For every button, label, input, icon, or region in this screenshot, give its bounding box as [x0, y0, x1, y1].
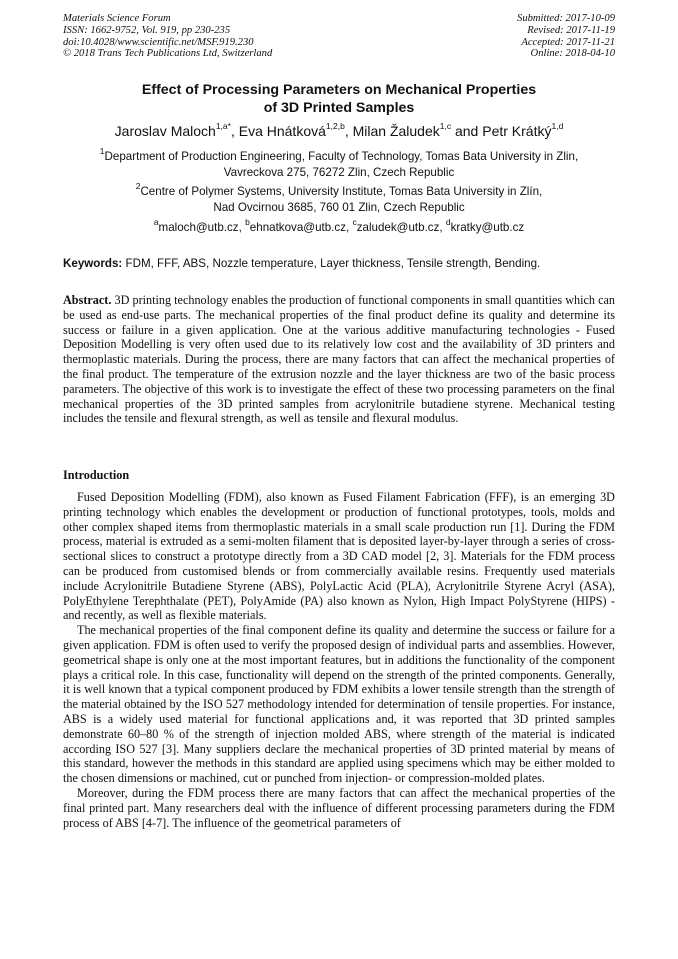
affiliation-mark: 1 — [99, 146, 105, 157]
introduction-body — [63, 490, 615, 830]
email-address[interactable]: ehnatkova@utb.cz — [249, 221, 347, 234]
email-list — [40, 217, 638, 235]
date-online: Online: 2018-04-10 — [530, 48, 615, 60]
paper-title — [40, 81, 638, 117]
author-affiliation-mark: 1,2,b — [325, 121, 345, 132]
affiliation-2 — [40, 181, 638, 215]
author-name: Petr Krátký — [482, 123, 552, 139]
date-submitted: Submitted: 2017-10-09 — [517, 13, 615, 24]
author-name: Eva Hnátková — [238, 123, 326, 139]
email-address[interactable]: zaludek@utb.cz — [356, 221, 440, 234]
keywords-label: Keywords: — [63, 257, 123, 270]
affiliation-mark: 2 — [135, 181, 141, 192]
author-affiliation-mark: 1,a* — [215, 121, 231, 132]
author-separator: and — [451, 123, 483, 139]
email-mark: b — [245, 217, 250, 228]
title-line: of 3D Printed Samples — [263, 100, 415, 116]
abstract — [63, 293, 615, 426]
keywords — [63, 256, 615, 271]
journal-header — [63, 13, 272, 60]
affiliation-address: Vavreckova 275, 76272 Zlin, Czech Republic — [223, 165, 455, 179]
keywords-text: FDM, FFF, ABS, Nozzle temperature, Layer thickness, Tensile strength, Bending. — [122, 257, 541, 270]
author-separator: , — [230, 123, 239, 139]
journal-doi: doi:10.4028/www.scientific.net/MSF.919.230 — [63, 36, 254, 48]
abstract-label: Abstract. — [63, 293, 112, 307]
section-heading-introduction: Introduction — [63, 468, 130, 482]
date-revised: Revised: 2017-11-19 — [527, 24, 615, 36]
journal-issn: ISSN: 1662-9752, Vol. 919, pp 230-235 — [63, 24, 231, 36]
author-affiliation-mark: 1,d — [551, 121, 564, 132]
affiliation-address: Nad Ovcirnou 3685, 760 01 Zlin, Czech Republic — [213, 200, 465, 214]
email-separator: , — [439, 221, 446, 234]
email-mark: a — [153, 217, 159, 228]
affiliation-text: Centre of Polymer Systems, University Institute, Tomas Bata University in Zlín, — [140, 185, 543, 198]
date-accepted: Accepted: 2017-11-21 — [521, 36, 615, 48]
email-address[interactable]: maloch@utb.cz — [158, 221, 239, 234]
email-separator: , — [346, 221, 353, 234]
journal-copyright: © 2018 Trans Tech Publications Ltd, Switzerland — [63, 48, 273, 60]
author-separator: , — [344, 123, 353, 139]
author-name: Jaroslav Maloch — [114, 123, 216, 139]
body-paragraph: Fused Deposition Modelling (FDM), also known as Fused Filament Fabrication (FFF), is an emerging 3D printing technology which enables the development or production of functional prototypes, tools, molds and other complex shaped items from thermoplastic materials in a small scale production run [1]. During the FDM process, material is extruded as a semi-molten filament that is deposited layer-by-layer through a series of cross-sectional slices to construct a prototype directly from a 3D CAD model [2, 3]. Materials for the FDM process can be produced from customised blends or from commercially available resins. Frequently used materials include Acrylonitrile Butadiene Styrene (ABS), PolyLactic Acid (PLA), Acrylonitrile Styrene Acryl (ASA), PolyEthylene Terephthalate (PET), PolyAmide (PA) also known as Nylon, High Impact PolyStyrene (HIPS) - and recently, as well as flexible materials. — [63, 490, 615, 623]
author-name: Milan Žaludek — [352, 123, 440, 139]
email-mark: c — [352, 217, 357, 228]
email-address[interactable]: kratky@utb.cz — [450, 221, 525, 234]
dates-header — [517, 13, 615, 60]
affiliation-line — [40, 181, 638, 200]
author-affiliation-mark: 1,c — [439, 121, 452, 132]
abstract-text: 3D printing technology enables the production of functional components in small quantities which can be used as end-use parts. The mechanical properties of the final product define its quality and determine its success or failure in a given application. One at the various additive manufacturing technologies - Fused Deposition Modelling is very often used due to its relatively low cost and the availability of 3D printers and thermoplastic materials. During the process, there are many factors that can affect the mechanical properties of the final product. The temperature of the extrusion nozzle and the layer thickness are two of the basic process parameters. The objective of this work is to investigate the effect of these two processing parameters on the final mechanical properties of the 3D printed samples from acrylonitrile butadiene styrene. Mechanical testing includes the tensile and flexural strength, as well as tensile and flexural modulus. — [63, 293, 615, 426]
affiliation-line — [40, 146, 638, 165]
affiliation-text: Department of Production Engineering, Faculty of Technology, Tomas Bata University in Zlin, — [104, 150, 579, 163]
email-separator: , — [238, 221, 246, 234]
affiliation-1 — [40, 146, 638, 180]
journal-name: Materials Science Forum — [63, 13, 171, 24]
body-paragraph: The mechanical properties of the final component define its quality and determine the success or failure for a given application. FDM is often used to verify the proposed design of individual parts and assemblies. However, geometrical shape is only one at the most important features, but in additions the functionality of the component plays a critical role. In this case, functionality will depend on the strength of the printed components. Generally, it is well known that a typical component produced by FDM exhibits a lower tensile strength than the strength of the material obtained by the ISO 527 methodology intended for determination of tensile properties. For instance, ABS is a widely used material for functional applications and, it was reported that 3D printed samples demonstrate 60–80 % of the strength of injection molded ABS, where strength of the material is indicated according ISO 527 [3]. Many suppliers declare the mechanical properties of 3D printed material by means of this standard, however the methods in this standard are applied using specimens which may be either molded to the chosen dimensions or machined, cut or punched from injection- or compression-molded plates. — [63, 623, 615, 786]
author-list — [20, 122, 658, 140]
title-line: Effect of Processing Parameters on Mechanical Properties — [141, 82, 537, 98]
email-mark: d — [445, 217, 451, 228]
body-paragraph: Moreover, during the FDM process there are many factors that can affect the mechanical properties of the final printed part. Many researchers deal with the influence of different processing parameters during the FDM process of ABS [4-7]. The influence of the geometrical parameters of — [63, 785, 615, 830]
